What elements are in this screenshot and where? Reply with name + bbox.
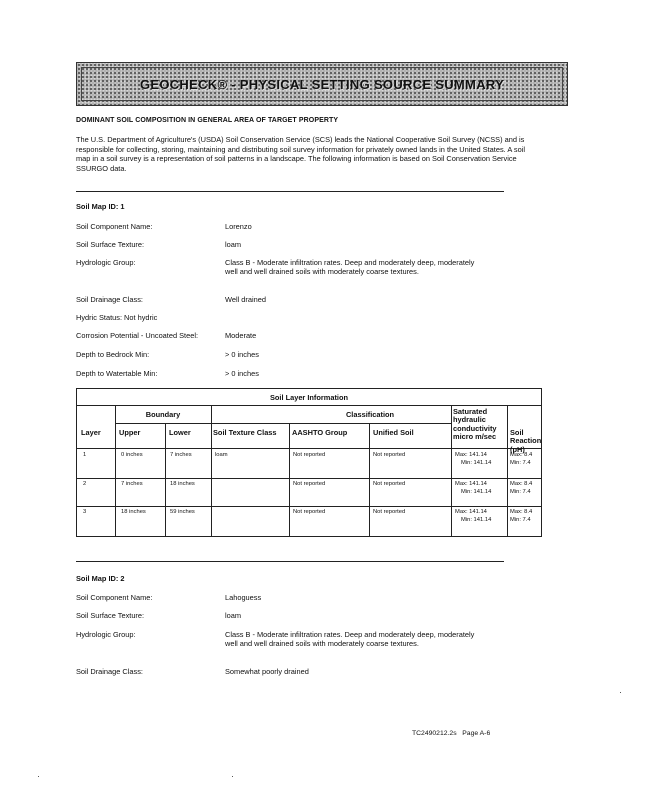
- corrosion-potential-value: Moderate: [225, 331, 257, 340]
- table-title: Soil Layer Information: [269, 393, 349, 402]
- cell-upper: 0 inches: [121, 452, 143, 458]
- col-hydraulic: Saturated hydraulic conductivity micro m/sec: [453, 407, 497, 442]
- intro-paragraph: The U.S. Department of Agriculture's (USDA) Soil Conservation Service (SCS) leads the National Cooperative Soil Survey (NCSS) and is responsible for collecting, storing, maintaining and distributing soil survey information for privately owned lands in the United States. A soil map in a soil survey is a representation of soil patterns in a landscape. The following information is based on Soil Conservation Service SSURGO data.: [76, 135, 526, 173]
- scan-speck: [232, 776, 233, 777]
- group-classification: Classification: [345, 410, 395, 419]
- cell-lower: 59 inches: [170, 509, 195, 515]
- table-rule: [211, 405, 212, 536]
- col-lower: Lower: [169, 428, 191, 437]
- col-aashto: AASHTO Group: [292, 428, 348, 437]
- cell-ph-max: Max: 8.4: [510, 509, 533, 515]
- hydrologic-group-label: Hydrologic Group:: [76, 630, 136, 639]
- hydric-status: Hydric Status: Not hydric: [76, 313, 158, 322]
- cell-texture: loam: [215, 452, 228, 458]
- cell-ph-max: Max: 8.4: [510, 452, 533, 458]
- cell-unified: Not reported: [373, 481, 406, 487]
- page-title: GEOCHECK® - PHYSICAL SETTING SOURCE SUMMARY: [139, 77, 505, 92]
- cell-hyd-max: Max: 141.14: [455, 509, 487, 515]
- surface-texture-label: Soil Surface Texture:: [76, 240, 145, 249]
- table-rule: [115, 405, 116, 536]
- depth-bedrock-value: > 0 inches: [225, 350, 259, 359]
- group-boundary: Boundary: [145, 410, 181, 419]
- hydrologic-group-value: Class B - Moderate infiltration rates. Deep and moderately deep, moderately well and well drained soils with moderately coarse textures.: [225, 630, 475, 648]
- title-banner: [76, 62, 568, 106]
- table-rule: [77, 405, 541, 406]
- cell-hyd-max: Max: 141.14: [455, 452, 487, 458]
- cell-upper: 7 inches: [121, 481, 143, 487]
- depth-watertable-label: Depth to Watertable Min:: [76, 369, 158, 378]
- section-title: DOMINANT SOIL COMPOSITION IN GENERAL AREA OF TARGET PROPERTY: [76, 117, 339, 124]
- scan-speck: [38, 776, 39, 777]
- surface-texture-label: Soil Surface Texture:: [76, 611, 145, 620]
- cell-lower: 18 inches: [170, 481, 195, 487]
- cell-hyd-min: Min: 141.14: [461, 517, 492, 523]
- corrosion-potential-label: Corrosion Potential - Uncoated Steel:: [76, 331, 199, 340]
- cell-ph-min: Min: 7.4: [510, 517, 531, 523]
- divider: [76, 191, 504, 192]
- drainage-class-value: Well drained: [225, 295, 266, 304]
- table-rule: [507, 405, 508, 536]
- cell-lower: 7 inches: [170, 452, 192, 458]
- component-name-value: Lorenzo: [225, 222, 252, 231]
- col-layer: Layer: [81, 428, 101, 437]
- drainage-class-label: Soil Drainage Class:: [76, 295, 143, 304]
- table-rule: [369, 423, 370, 536]
- col-texture: Soil Texture Class: [213, 428, 277, 437]
- hydrologic-group-value: Class B - Moderate infiltration rates. Deep and moderately deep, moderately well and well drained soils with moderately coarse textures.: [225, 258, 475, 276]
- soil-map-id-1: Soil Map ID: 1: [76, 202, 125, 211]
- component-name-label: Soil Component Name:: [76, 593, 153, 602]
- col-upper: Upper: [119, 428, 141, 437]
- drainage-class-label: Soil Drainage Class:: [76, 667, 143, 676]
- cell-ph-min: Min: 7.4: [510, 460, 531, 466]
- depth-bedrock-label: Depth to Bedrock Min:: [76, 350, 150, 359]
- scan-speck: [620, 692, 621, 693]
- component-name-value: Lahoguess: [225, 593, 262, 602]
- table-rule: [77, 448, 541, 449]
- cell-hyd-max: Max: 141.14: [455, 481, 487, 487]
- component-name-label: Soil Component Name:: [76, 222, 153, 231]
- cell-upper: 18 inches: [121, 509, 146, 515]
- cell-hyd-min: Min: 141.14: [461, 489, 492, 495]
- cell-layer: 2: [83, 481, 87, 487]
- cell-unified: Not reported: [373, 452, 406, 458]
- hydrologic-group-label: Hydrologic Group:: [76, 258, 136, 267]
- cell-ph-max: Max: 8.4: [510, 481, 533, 487]
- cell-unified: Not reported: [373, 509, 406, 515]
- cell-aashto: Not reported: [293, 452, 326, 458]
- surface-texture-value: loam: [225, 240, 242, 249]
- table-rule: [165, 423, 166, 536]
- col-unified: Unified Soil: [373, 428, 414, 437]
- page-footer: [412, 730, 490, 737]
- table-rule: [451, 405, 452, 536]
- cell-layer: 1: [83, 452, 87, 458]
- cell-aashto: Not reported: [293, 509, 326, 515]
- document-id: TC2490212.2s: [412, 730, 457, 737]
- cell-layer: 3: [83, 509, 87, 515]
- cell-aashto: Not reported: [293, 481, 326, 487]
- depth-watertable-value: > 0 inches: [225, 369, 259, 378]
- table-rule: [77, 506, 541, 507]
- cell-ph-min: Min: 7.4: [510, 489, 531, 495]
- soil-layer-table: [76, 388, 542, 537]
- surface-texture-value: loam: [225, 611, 242, 620]
- table-rule: [77, 478, 541, 479]
- drainage-class-value: Somewhat poorly drained: [225, 667, 309, 676]
- page-number: Page A-6: [462, 730, 491, 737]
- col-reaction: Soil Reaction (pH): [510, 428, 542, 454]
- cell-hyd-min: Min: 141.14: [461, 460, 492, 466]
- divider: [76, 561, 504, 562]
- soil-map-id-2: Soil Map ID: 2: [76, 574, 125, 583]
- table-rule: [289, 423, 290, 536]
